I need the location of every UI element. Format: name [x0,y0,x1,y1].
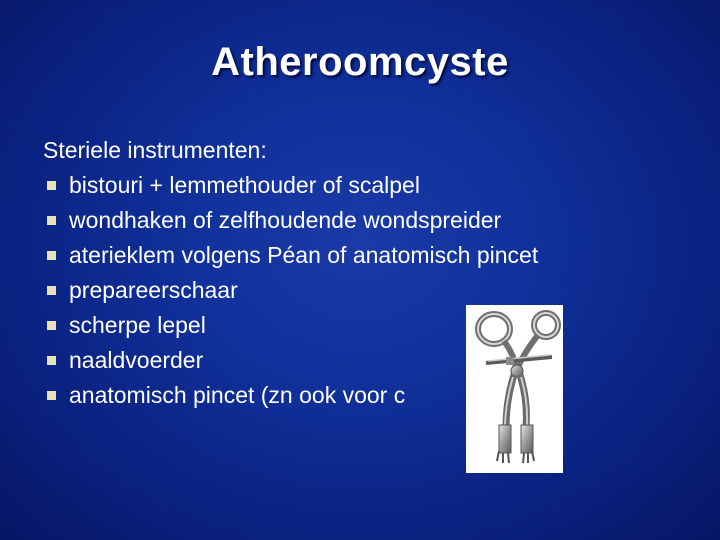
list-item [43,273,683,308]
list-item-label: scherpe lepel [69,312,206,338]
list-item-label: wondhaken of zelfhoudende wondspreider [69,207,502,233]
bullet-icon [47,286,56,295]
list-item [43,203,683,238]
list-item-label: anatomisch pincet (zn ook voor c [69,382,406,408]
slide-content [43,133,683,413]
bullet-icon [47,216,56,225]
wound-retractor-image [466,305,563,473]
list-item [43,308,683,343]
bullet-icon [47,251,56,260]
wound-retractor-icon [466,305,563,473]
bullet-icon [47,356,56,365]
instrument-list [43,168,683,413]
slide-title: Atheroomcyste [211,40,509,84]
bullet-icon [47,321,56,330]
list-item-label: naaldvoerder [69,347,204,373]
list-item-label: aterieklem volgens Péan of anatomisch pincet [69,242,539,268]
list-item [43,343,683,378]
list-item [43,378,683,413]
bullet-icon [47,391,56,400]
list-item-label: prepareerschaar [69,277,238,303]
intro-text: Steriele instrumenten: [43,137,267,163]
list-item-label: bistouri + lemmethouder of scalpel [69,172,420,198]
list-item [43,238,683,273]
bullet-icon [47,181,56,190]
list-item [43,168,683,203]
